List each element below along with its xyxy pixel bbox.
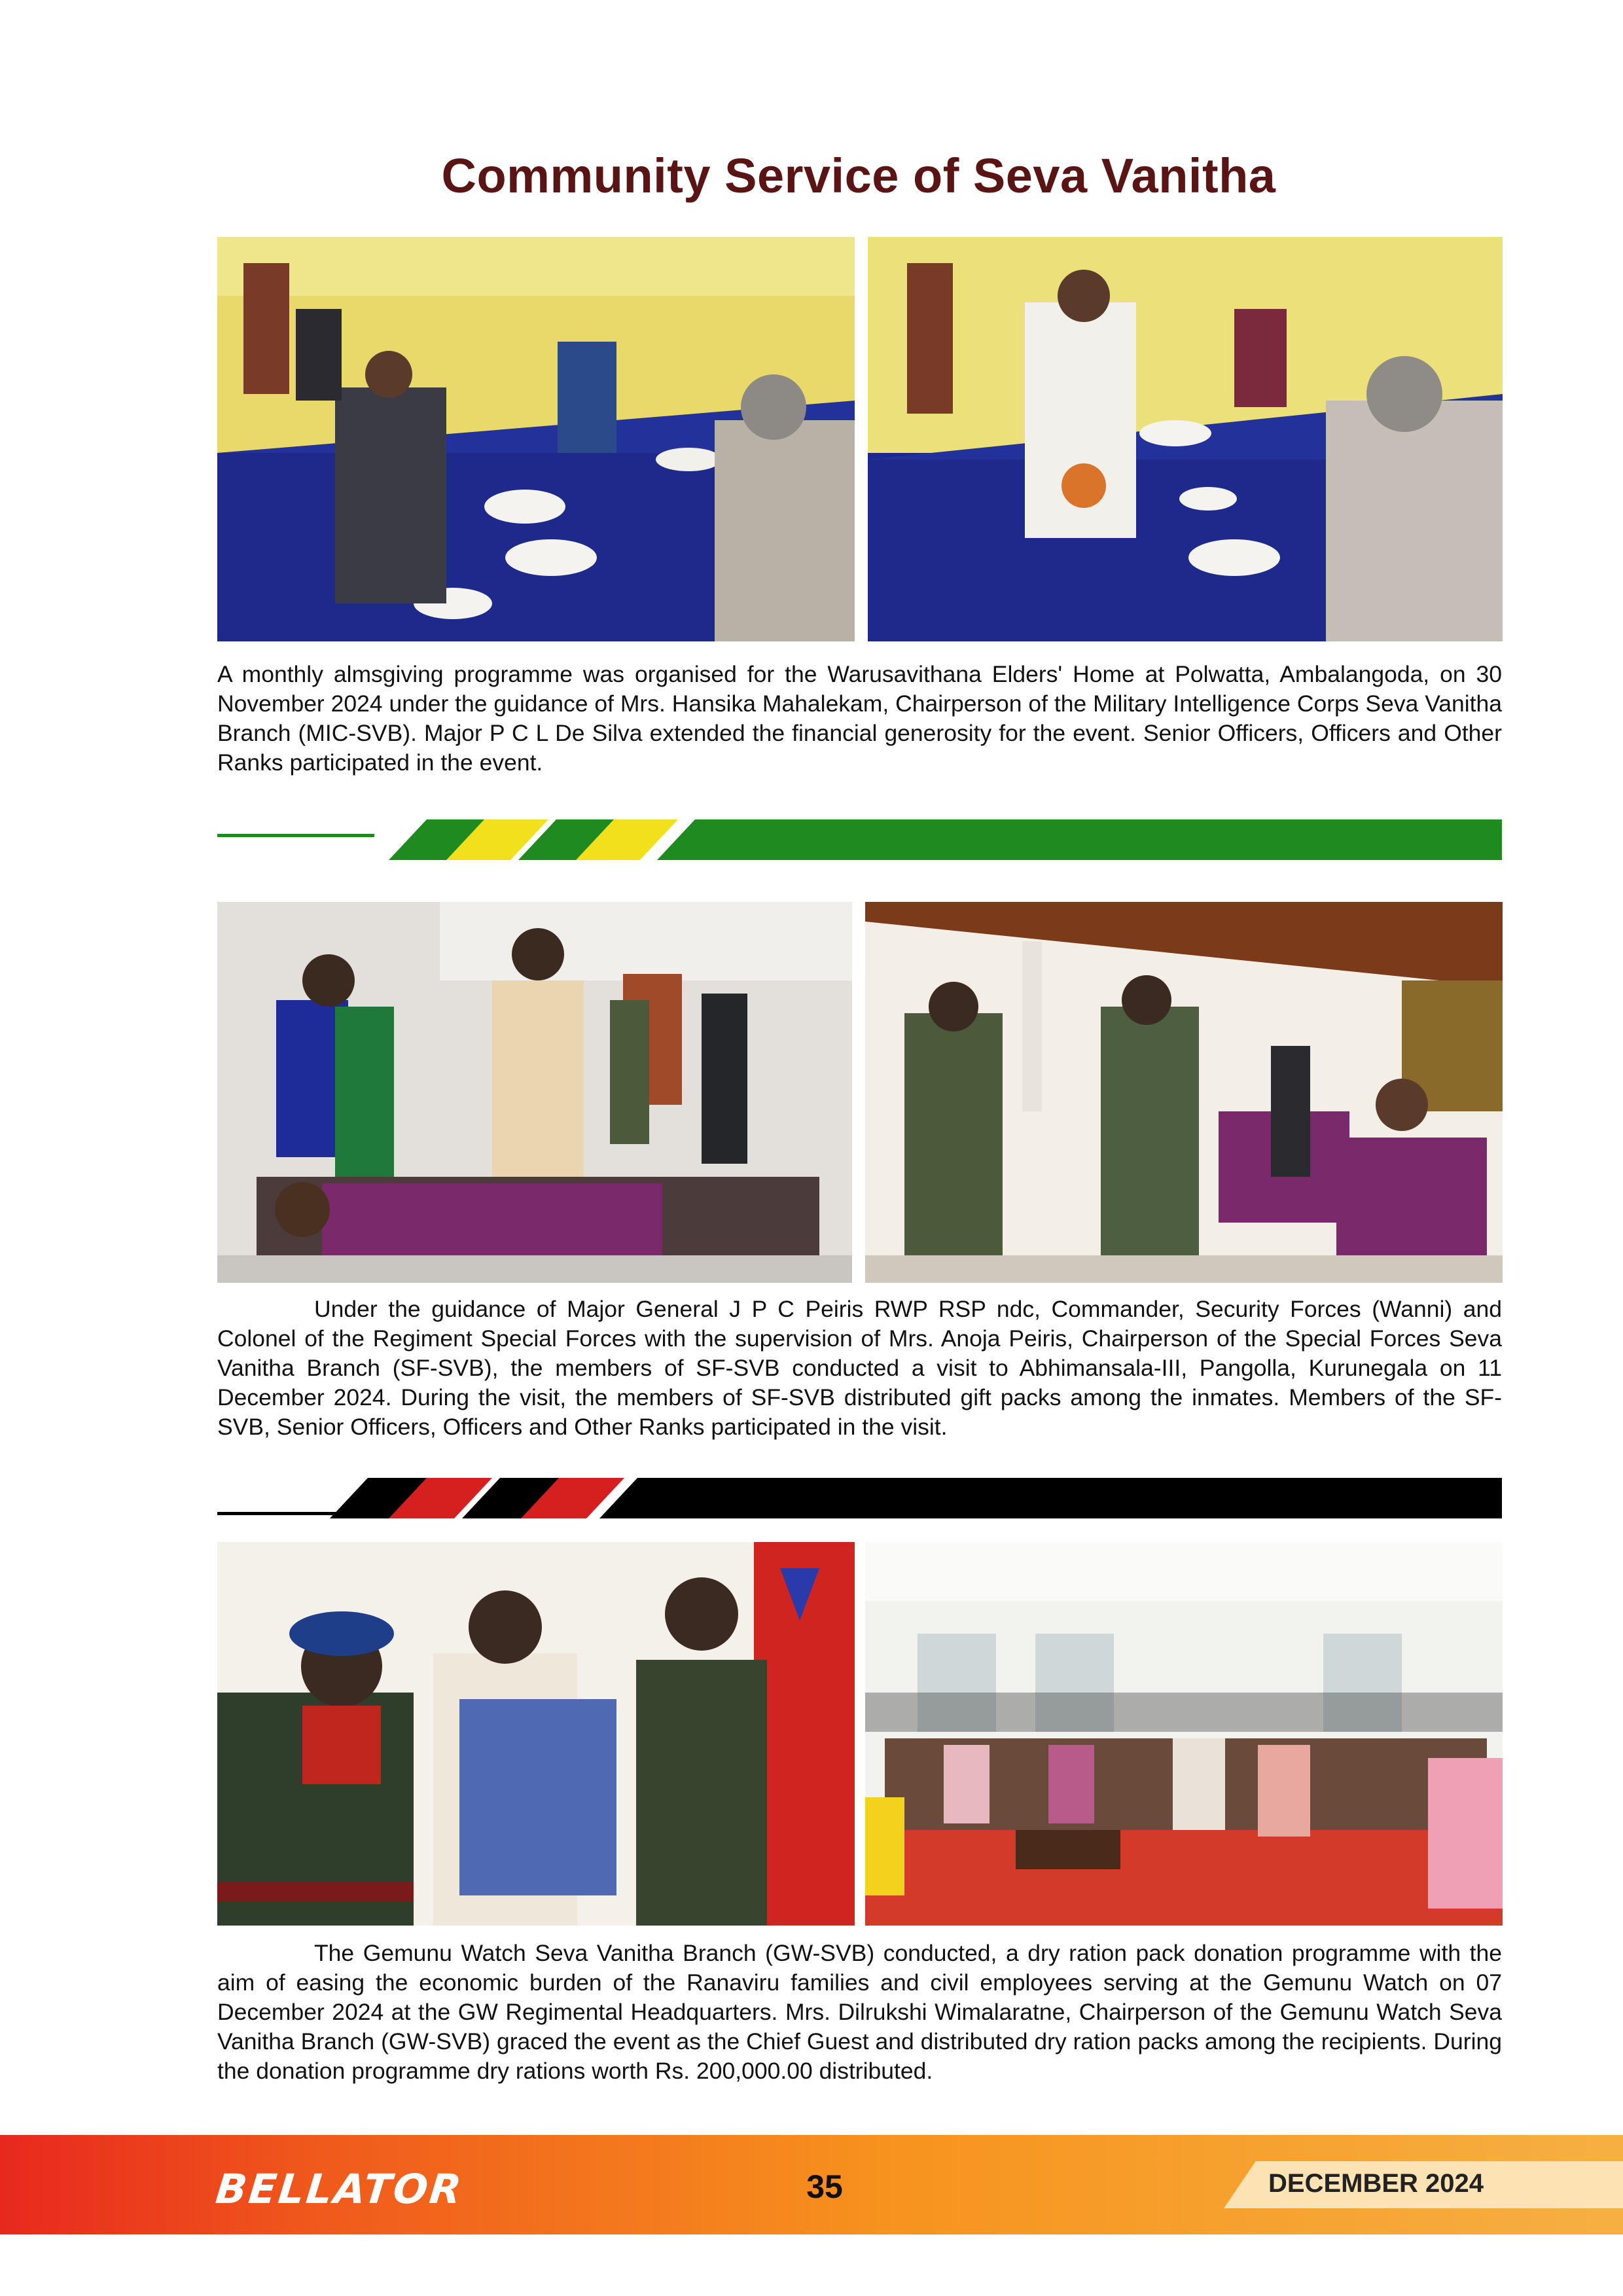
issue-date: DECEMBER 2024: [1268, 2169, 1484, 2198]
abhimansala-photo-right: [865, 902, 1503, 1283]
section-3-paragraph: The Gemunu Watch Seva Vanitha Branch (GW-SVB) conducted, a dry ration pack donation programme with the aim of easing the economic burden of the Ranaviru families and civil employees serving at the Gemunu Watch on 07 December 2024 at the GW Regimental Headquarters. Mrs. Dilrukshi Wimalaratne, Chairperson of the Gemunu Watch Seva Vanitha Branch (GW-SVB) graced the event as the Chief Guest and distributed dry ration packs among the recipients. During the donation programme dry rations worth Rs. 200,000.00 distributed.: [217, 1940, 1502, 2084]
bellator-logo: BELLATOR: [213, 2165, 466, 2213]
page-number: 35: [806, 2168, 843, 2205]
gemunu-watch-photo-left: [217, 1542, 855, 1926]
almsgiving-photo-right: [868, 237, 1503, 641]
gemunu-watch-photo-right: [865, 1542, 1503, 1926]
page-title: Community Service of Seva Vanitha: [441, 149, 1276, 203]
almsgiving-photo-left: [217, 237, 855, 641]
section-1-paragraph: A monthly almsgiving programme was organised for the Warusavithana Elders' Home at Polwatta, Ambalangoda, on 30 November 2024 under the guidance of Mrs. Hansika Mahalekam, Chairperson of the Military Intelligence Corps Seva Vanitha Branch (MIC-SVB). Major P C L De Silva extended the financial generosity for the event. Senior Officers, Officers and Other Ranks participated in the event.: [217, 661, 1502, 776]
section-2-paragraph: Under the guidance of Major General J P C Peiris RWP RSP ndc, Commander, Security Forces (Wanni) and Colonel of the Regiment Special Forces with the supervision of Mrs. Anoja Peiris, Chairperson of the Special Forces Seva Vanitha Branch (SF-SVB), the members of SF-SVB conducted a visit to Abhimansala-III, Pangolla, Kurunegala on 11 December 2024. During the visit, the members of SF-SVB distributed gift packs among the inmates. Members of the SF-SVB, Senior Officers, Officers and Other Ranks participated in the visit.: [217, 1296, 1502, 1440]
divider-red-black: [217, 1478, 1502, 1518]
abhimansala-photo-left: [217, 902, 852, 1283]
divider-green-yellow: [217, 819, 1502, 860]
